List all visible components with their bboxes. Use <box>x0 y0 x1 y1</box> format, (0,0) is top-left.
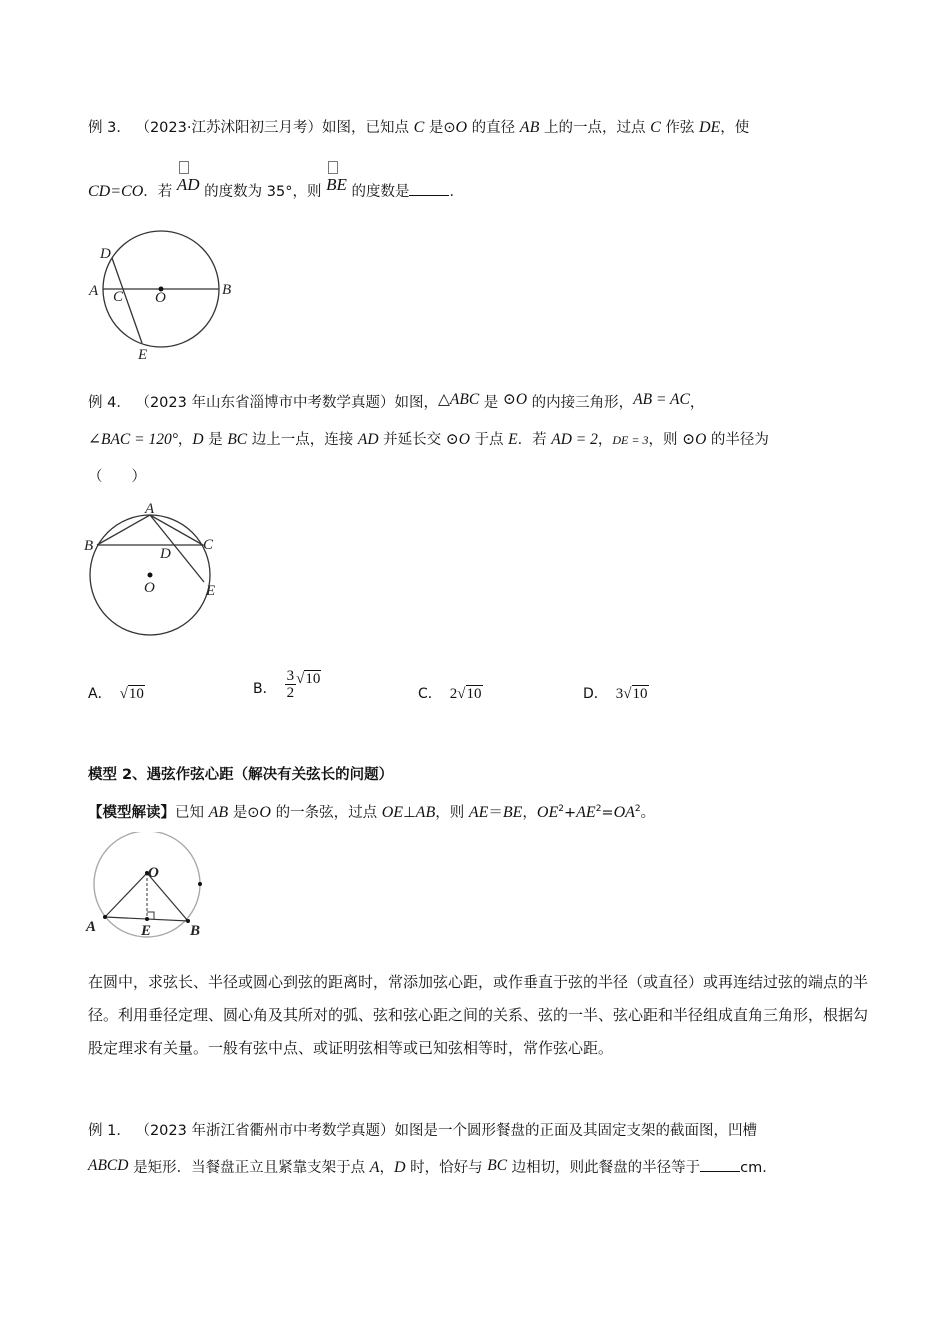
label-b: B <box>190 923 201 939</box>
ex3-line2: CD=CO．若 AD 的度数为 35°，则 BE 的度数是 ． <box>88 181 464 202</box>
ex4-line2: ∠BAC = 120°，D 是 BC 边上一点，连接 AD 并延长交 ⊙O 于点 E．若 AD = 2，DE = 3，则 ⊙O 的半径为 <box>88 431 769 448</box>
arc-symbol-icon <box>179 161 189 174</box>
label-o: O <box>144 580 155 596</box>
label-o: O <box>155 290 166 306</box>
label-b: B <box>84 538 94 554</box>
label-a: A <box>89 283 99 299</box>
ex3-figure <box>82 226 242 366</box>
option-b[interactable]: B． $\frac{3}{2}$ √10 <box>253 668 321 701</box>
label-a: A <box>145 501 155 517</box>
option-c[interactable]: C． 2√10 <box>418 686 482 702</box>
model2-title: 模型 2、遇弦作弦心距（解决有关弦长的问题） <box>88 767 394 783</box>
label-e: E <box>206 583 216 599</box>
label-c: C <box>203 537 214 553</box>
model2-figure <box>80 832 220 944</box>
arc-symbol-icon <box>328 161 338 174</box>
ex4-paren: （ ） <box>88 469 146 485</box>
ex4-line1: 例 4． （2023 年山东省淄博市中考数学真题）如图，△ABC 是 ⊙O 的内接三角形，AB = AC， <box>88 391 705 411</box>
answer-blank <box>409 183 449 196</box>
ex3-source: （2023·江苏沭阳初三月考） <box>135 120 322 136</box>
model2-explanation: 在圆中，求弦长、半径或圆心到弦的距离时，常添加弦心距，或作垂直于弦的半径（或直径）或再连结过弦的端点的半径。利用垂径定理、圆心角及其所对的弧、弦和弦心距之间的关系、弦的一半、弦心距和半径组成直角三角形，根据勾股定理求有关量。一般有弦中点、或证明弦相等或已知弦相等时，常作弦心距。 <box>88 973 869 1057</box>
label-o: O <box>148 865 159 881</box>
arc-be: BE <box>326 175 347 195</box>
ex3-cd-co: CD=CO <box>88 183 144 200</box>
label-e: E <box>141 923 152 939</box>
label-e: E <box>138 347 148 363</box>
label-d: D <box>100 246 111 262</box>
option-d[interactable]: D． 3√10 <box>583 686 648 702</box>
label-b: B <box>222 282 232 298</box>
ex4-figure <box>78 496 228 646</box>
ex1-line1: 例 1． （2023 年浙江省衢州市中考数学真题）如图是一个圆形餐盘的正面及其固定支架的截面图，凹槽 <box>88 1123 757 1139</box>
ex3-line1: 例 3． （2023·江苏沭阳初三月考）如图，已知点 C 是⊙O 的直径 AB 上的一点，过点 C 作弦 DE，使 <box>88 119 750 136</box>
ex3-label: 例 3． <box>88 120 131 136</box>
arc-ad: AD <box>177 175 200 195</box>
model2-statement: 【模型解读】已知 AB 是⊙O 的一条弦，过点 OE⊥AB，则 AE＝BE，$OE^2+AE^2=OA^2$。 <box>88 803 656 821</box>
label-c: C <box>113 289 124 305</box>
label-d: D <box>160 546 171 562</box>
answer-blank <box>700 1159 740 1172</box>
ex1-line2: ABCD 是矩形．当餐盘正立且紧靠支架于点 A，D 时，恰好与 BC 边相切，则此餐盘的半径等于 cm． <box>88 1157 777 1176</box>
ex4-triangle <box>97 515 203 545</box>
option-a[interactable]: A． √10 <box>88 686 144 702</box>
ex4-line-ae <box>150 515 204 582</box>
ex4-center-dot <box>148 573 153 578</box>
label-a: A <box>86 919 97 935</box>
